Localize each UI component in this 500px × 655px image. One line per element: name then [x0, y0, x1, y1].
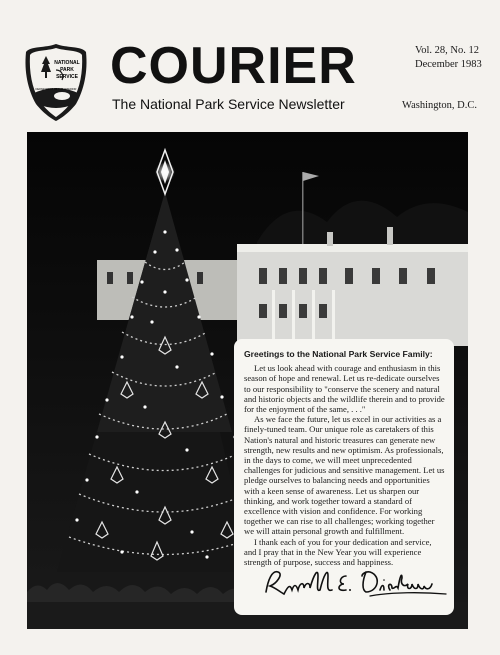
message-paragraph-2: As we face the future, let us excel in our activities as a finely-tuned team. Our unique role as caretakers of this Nation's natural and historic treasures can generate new strength, new results and new optimism. As professionals, in the days to come, we will meet unprecedented challenges for judicious and sensitive management. Let us pledge ourselves to balancing needs and opportunities with a keen sense of awareness. Let us sharpen our thinking, and work together toward a standard of excellence with vision and confidence. For working together we can rise to all challenges; working together we will attain personal growth and fulfillment.: [244, 414, 445, 537]
signature: [262, 562, 448, 602]
issue-date: December 1983: [415, 59, 482, 70]
message-paragraph-3: I thank each of you for your dedication and service, and I pray that in the New Year you will experience strength of purpose, success and happiness.: [244, 536, 432, 568]
newsletter-subtitle: The National Park Service Newsletter: [112, 96, 345, 112]
issue-volume: Vol. 28, No. 12: [415, 45, 479, 56]
message-heading: Greetings to the National Park Service Family:: [244, 349, 433, 359]
nps-arrowhead-logo: [22, 42, 90, 122]
logo-text-line-3: SERVICE: [56, 74, 78, 80]
logo-text-line-2: PARK: [60, 67, 74, 73]
newsletter-title: COURIER: [110, 37, 357, 95]
logo-text-line-1: NATIONAL: [54, 60, 80, 66]
message-paragraph-1: Let us look ahead with courage and enthusiasm in this season of hope and renewal. Let us re-dedicate ourselves to our responsibility to "conserve the scenery and natural and historic objects and the wildlife therein and to provide for the enjoyment of the same, . . .": [244, 363, 445, 415]
logo-lower-text: DEPARTMENT OF THE INTERIOR: [35, 88, 77, 91]
issue-location: Washington, D.C.: [402, 100, 477, 111]
flagpole: [302, 172, 304, 252]
issue-info: [415, 44, 482, 72]
